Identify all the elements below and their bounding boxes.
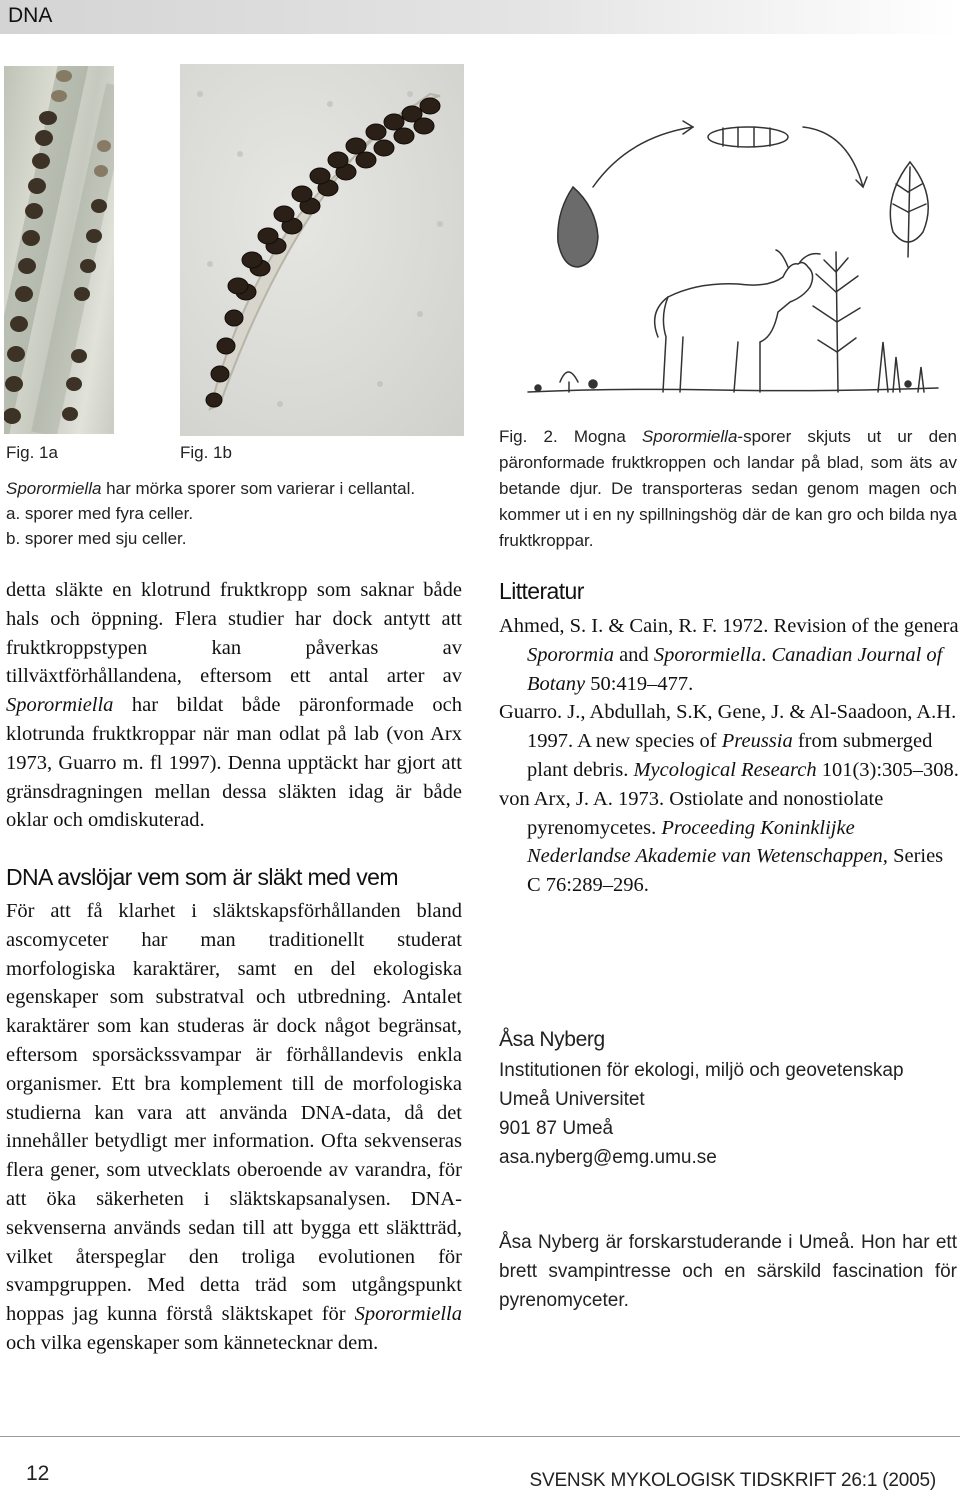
page-number: 12 <box>26 1462 50 1485</box>
ascus-illustration <box>180 64 464 436</box>
spore-chain-illustration <box>4 66 114 434</box>
reference-item <box>499 612 959 698</box>
ref-italic: Sporormiella <box>653 643 762 666</box>
author-university: Umeå Universitet <box>499 1089 645 1110</box>
footer-divider <box>0 1436 960 1437</box>
tree-icon <box>813 252 860 392</box>
genus-name: Sporormiella <box>354 1303 462 1326</box>
section-header-bar <box>0 0 960 34</box>
arrow-down-right-icon <box>803 127 863 187</box>
ref-text: Ahmed, S. I. & Cain, R. F. 1972. Revision of the genera <box>499 615 959 637</box>
caption-pre: Fig. 2. Mogna <box>499 427 642 446</box>
section-heading-dna: DNA avslöjar vem som är släkt med vem <box>6 864 398 890</box>
section-title: DNA <box>8 4 53 27</box>
ref-journal: Canadian Journal of Botany <box>527 643 943 695</box>
figure-2-caption <box>499 424 957 554</box>
ref-journal: Mycological Research <box>633 758 817 781</box>
ref-text: von Arx, J. A. 1973. Ostiolate and nonostiolate pyrenomycetes. <box>499 787 884 839</box>
arrow-up-left-icon <box>593 127 693 187</box>
caption-text: har mörka sporer som varierar i cellantal. <box>101 479 416 498</box>
ref-journal: Proceeding Koninklijke Nederlandse Akademie van Wetenschappen, <box>527 816 888 868</box>
pear-fruitbody-icon <box>558 187 598 267</box>
caption-line-b: b. sporer med sju celler. <box>6 529 187 548</box>
text-run: För att få klarhet i släktskapsförhållanden bland ascomyceter har man traditionellt studerat morfologiska karaktärer, samt en del ekologiska egenskaper som substratval och utbredning. Antalet karaktärer som kan studeras är dock något begränsat, eftersom sporsäckssvampar är förhållandevis enkla organismer. Ett bra komplement till de morfologiska studierna kan vara att använda DNA-data, då det innehåller betydligt mer information. Ofta sekvenseras flera gener, som utvecklats oberoende av varandra, för att öka säkerheten i släktskapsanalysen. DNA-sekvenserna används sedan till att bygga ett släktträd, vilket återspeglar den troliga evolutionen för svampgruppen. Med detta träd som utgångspunkt hoppas jag kunna förstå släktskapet för <box>6 900 462 1326</box>
fig-1b-label: Fig. 1b <box>180 443 232 462</box>
micrograph-fig-1b <box>180 64 464 436</box>
caption-line-1 <box>6 476 476 501</box>
text-run: har bildat både päronformade och klotrunda fruktkroppar när man odlat på lab (von Arx 1973, Guarro m. fl 1997). Denna upptäckt har gjort att gränsdragningen mellan dessa släkten idag är både oklar och omdiskuterad. <box>6 694 462 832</box>
journal-name: SVENSK MYKOLOGISK TIDSKRIFT 26:1 (2005) <box>529 1470 936 1491</box>
author-bio: Åsa Nyberg är forskarstuderande i Umeå. Hon har ett brett svampintresse och en särskild fascination för pyrenomyceter. <box>499 1232 957 1311</box>
ground-line <box>528 388 938 392</box>
ref-italic: Sporormia <box>527 643 614 666</box>
ref-text: . <box>761 643 772 666</box>
reference-item <box>499 698 959 784</box>
literature-heading: Litteratur <box>499 578 584 604</box>
caption-genus: Sporormiella <box>641 427 738 446</box>
genus-name: Sporormiella <box>6 694 114 717</box>
grass-icon <box>878 342 924 392</box>
ref-text: 50:419–477. <box>585 672 694 695</box>
figure-1-caption <box>6 476 476 551</box>
caption-post: -sporer skjuts ut ur den päronformade fruktkroppen och landar på blad, som äts av betande djur. De transporteras sedan genom magen och kommer ut i en ny spillningshög där de kan gro och bilda nya fruktkroppar. <box>499 427 957 550</box>
mushroom-icon <box>560 372 578 392</box>
author-block <box>499 1025 959 1172</box>
ref-text: Guarro. J., Abdullah, S.K, Gene, J. & Al-Saadoon, A.H. 1997. A new species of <box>499 701 957 753</box>
ref-text: and <box>613 643 654 666</box>
caption-line-a: a. sporer med fyra celler. <box>6 504 194 523</box>
text-run: och vilka egenskaper som kännetecknar dem. <box>6 1331 379 1354</box>
author-email: asa.nyberg@emg.umu.se <box>499 1147 717 1168</box>
caption-genus: Sporormiella <box>6 479 102 498</box>
ref-italic: Preussia <box>721 730 793 753</box>
fig-1a-label: Fig. 1a <box>6 443 58 462</box>
leaf-icon <box>890 162 928 257</box>
micrograph-fig-1a <box>4 66 114 434</box>
ref-text: from submerged plant debris. <box>527 730 933 781</box>
text-run: detta släkte en klotrund fruktkropp som saknar både hals och öppning. Flera studier har dock antytt att fruktkroppstypen kan påverkas av tillväxtförhållandena, eftersom ett antal arter av <box>6 579 462 688</box>
figure-2-lifecycle-drawing <box>498 92 958 414</box>
ref-text: 101(3):305–308. <box>816 758 959 781</box>
reference-item <box>499 785 959 900</box>
author-postal: 901 87 Umeå <box>499 1118 614 1139</box>
author-name: Åsa Nyberg <box>499 1028 605 1051</box>
body-paragraph-2 <box>6 897 462 1358</box>
spore-icon <box>708 127 788 147</box>
body-paragraph-1 <box>6 576 462 835</box>
reference-list <box>499 612 959 900</box>
author-institution: Institutionen för ekologi, miljö och geovetenskap <box>499 1060 904 1081</box>
ref-text: Series C 76:289–296. <box>527 845 944 897</box>
moose-icon <box>655 250 820 392</box>
